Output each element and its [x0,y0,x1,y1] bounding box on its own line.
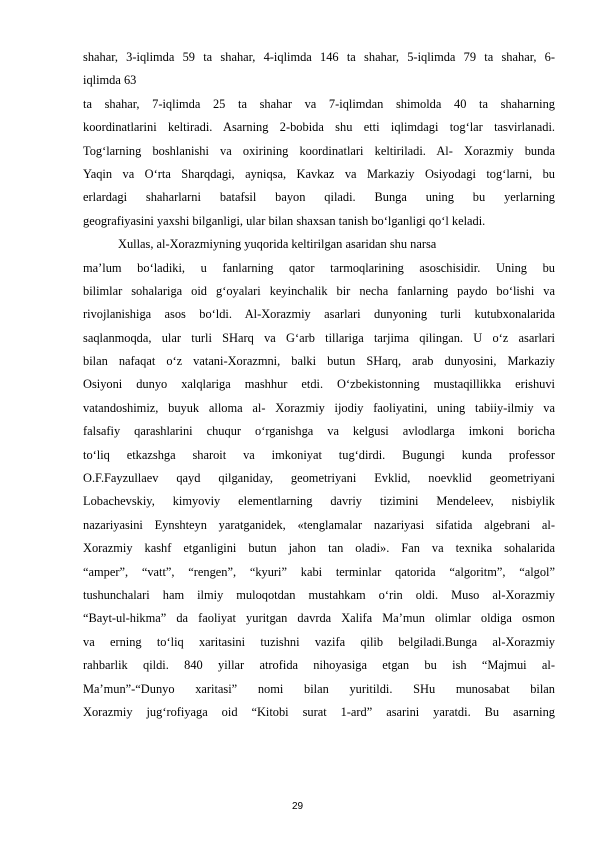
text-line: rivojlanishiga asos bo‘ldi. Al-Xorazmiy asarlari dunyoning turli kutubxonalarida [83,307,555,322]
text-line: iqlimda 63 [83,73,137,88]
text-line: ta shahar, 7-iqlimda 25 ta shahar va 7-iqlimdan shimolda 40 ta shaharning [83,96,555,111]
text-line: bilan nafaqat o‘z vatani-Xorazmni, balki butun SHarq, arab dunyosini, Markaziy [83,354,555,369]
page-number: 29 [291,801,304,812]
text-line: rahbarlik qildi. 840 yillar atrofida nihoyasiga etgan bu ish “Majmui al- [83,658,555,673]
text-line: Tog‘larning boshlanishi va oxirining koordinatlari keltiriladi. Al- Xorazmiy bunda [83,143,555,158]
text-line: koordinatlarini keltiradi. Asarning 2-bobida shu etti iqlimdagi tog‘lar tasvirlanadi. [83,120,555,135]
text-line: O.F.Fayzullaev qayd qilganiday, geometriyani Evklid, noevklid geometriyani [83,471,555,486]
text-line: saqlanmoqda, ular turli SHarq va G‘arb tillariga tarjima qilingan. U o‘z asarlari [83,330,555,345]
text-line: shahar, 3-iqlimda 59 ta shahar, 4-iqlimda 146 ta shahar, 5-iqlimda 79 ta shahar, 6- [83,50,555,64]
text-line: bilimlar sohalariga oid g‘oyalari keyinchalik bir necha fanlarning paydo bo‘lishi va [83,283,555,298]
text-line: Xorazmiy jug‘rofiyaga oid “Kitobi surat 1-ard” asarini yaratdi. Bu asarning [83,704,555,719]
text-line: erlardagi shaharlarni batafsil bayon qiladi. Bunga uning bu yerlarning [83,190,555,205]
text-line: nazariyasini Eynshteyn yaratganidek, «tenglamalar nazariyasi sifatida algebrani al- [83,517,555,532]
text-line: va erning to‘liq xaritasini tuzishni vazifa qilib belgiladi.Bunga al-Xorazmiy [83,634,555,649]
text-line: “amper”, “vatt”, “rengen”, “kyuri” kabi terminlar qatorida “algoritm”, “algol” [83,564,555,579]
text-line: vatandoshimiz, buyuk alloma al- Xorazmiy ijodiy faoliyatini, uning tabiiy-ilmiy va [83,400,555,415]
text-line: Lobachevskiy, kimyoviy elementlarning davriy tizimini Mendeleev, nisbiylik [83,494,555,509]
text-line: Xullas, al-Xorazmiyning yuqorida keltirilgan asaridan shu narsa [118,237,437,252]
text-line: Osiyoni dunyo xalqlariga mashhur etdi. O‘zbekistonning mustaqillikka erishuvi [83,377,555,392]
text-line: ma’lum bo‘ladiki, u fanlarning qator tarmoqlarining asoschisidir. Uning bu [83,260,555,275]
text-line: geografiyasini yaxshi bilganligi, ular bilan shaxsan tanish bo‘lganligi qo‘l keladi. [83,213,486,228]
text-line: falsafiy qarashlarini chuqur o‘rganishga va kelgusi avlodlarga imkoni boricha [83,424,555,439]
text-line: tushunchalari ham ilmiy muloqotdan mustahkam o‘rin oldi. Muso al-Xorazmiy [83,587,555,602]
text-line: Ma’mun”-“Dunyo xaritasi” nomi bilan yuritildi. SHu munosabat bilan [83,681,555,696]
text-line: “Bayt-ul-hikma” da faoliyat yuritgan davrda Xalifa Ma’mun olimlar oldiga osmon [83,611,555,626]
body-text [83,46,555,724]
text-line: Xorazmiy kashf etganligini butun jahon tan oladi». Fan va texnika sohalarida [83,541,555,556]
text-line: to‘liq etkazshga sharoit va imkoniyat tug‘dirdi. Bugungi kunda professor [83,447,555,462]
text-line: Yaqin va O‘rta Sharqdagi, ayniqsa, Kavkaz va Markaziy Osiyodagi tog‘larni, bu [83,166,555,181]
